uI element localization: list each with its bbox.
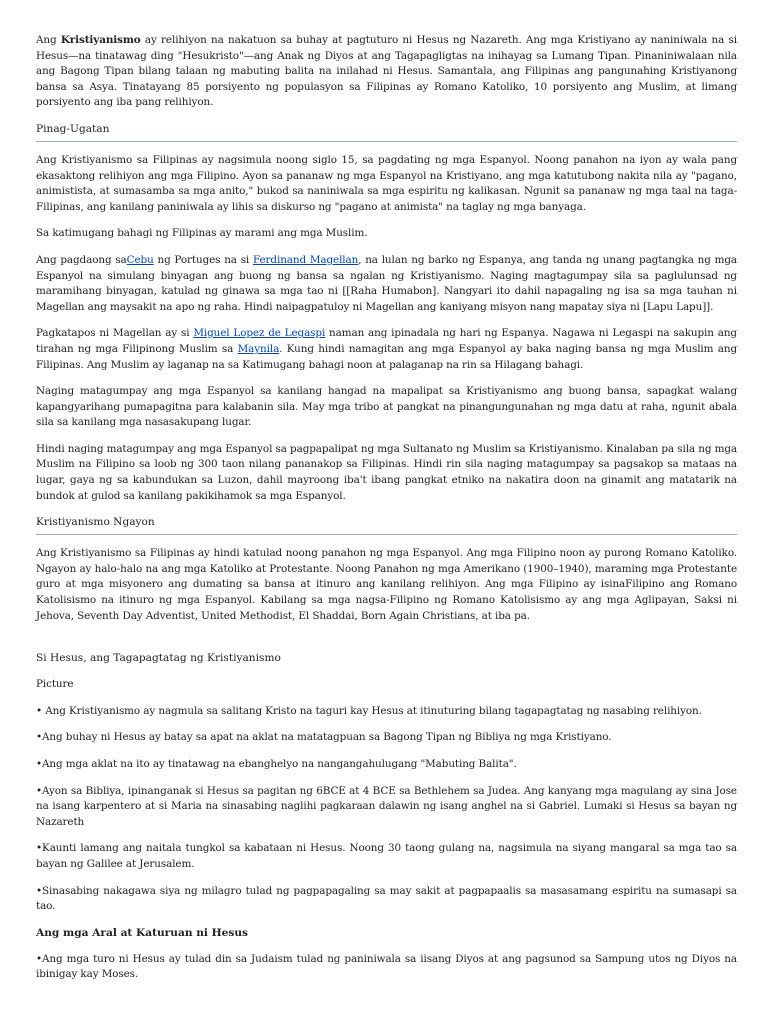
text-span: ng Portuges na si: [153, 253, 253, 266]
paragraph: [36, 326, 737, 373]
intro-term: Kristiyanismo: [60, 34, 141, 46]
ferdinand-magellan-link[interactable]: Ferdinand Magellan: [252, 253, 359, 266]
section-heading-kristiyanismo-ngayon: Kristiyanismo Ngayon: [36, 515, 737, 535]
text-span: Pagkatapos ni Magellan ay si: [36, 327, 194, 340]
cebu-link[interactable]: Cebu: [126, 253, 154, 266]
text-span: Ang pagdaong sa: [36, 253, 127, 266]
section-heading-si-hesus: Si Hesus, ang Tagapagtatag ng Kristiyanismo: [36, 652, 281, 665]
paragraph: Hindi naging matagumpay ang mga Espanyol sa pagpapalipat ng mga Sultanato ng Muslim sa Kristiyanismo. Kinalaban pa sila ng mga Muslim na Filipino sa loob ng 300 taon nilang pananakop sa Filipinas. Hindi rin sila naging matagumpay sa pagsakop sa mataas na lugar, gaya ng sa kabundukan sa Luzon, dahil mayroong iba't ibang pangkat etniko na nakatira doon na ginamit ang matatarik na bundok at gulod sa kanilang pakikihamok sa mga Espanyol.: [36, 442, 737, 502]
maynila-link[interactable]: Maynila: [237, 342, 280, 355]
bullet-item: •Ang mga turo ni Hesus ay tulad din sa Judaism tulad ng paniniwala sa iisang Diyos at ang pagsunod sa Sampung utos ng Diyos na ibinigay kay Moses.: [36, 952, 737, 981]
intro-paragraph: [36, 33, 737, 111]
paragraph: Ang Kristiyanismo sa Filipinas ay hindi katulad noong panahon ng mga Espanyol. Ang mga Filipino noon ay purong Romano Katoliko. Ngayon ay halo-halo na ang mga Katoliko at Protestante. Noong Panahon ng mga Amerikano (1900–1940), maraming mga Protestante guro at mga misyonero ang dumating sa bansa at itinuro ang kanilang relihiyon. Ang mga Filipino ay isinaFilipino ang Romano Katolisismo na itinuro ng mga Espanyol. Kabilang sa mga nagsa-Filipino ng Romano Katolisismo ay ang mga Aglipayan, Saksi ni Jehova, Seventh Day Adventist, United Methodist, El Shaddai, Born Again Christians, at iba pa.: [36, 547, 737, 622]
spacer: [36, 635, 737, 651]
bullet-item: •Sinasabing nakagawa siya ng milagro tulad ng pagpapagaling sa may sakit at pagpapaalis sa masasamang espiritu na sumasapi sa tao.: [36, 884, 737, 913]
bullet-item: •Ayon sa Bibliya, ipinanganak si Hesus sa pagitan ng 6BCE at 4 BCE sa Bethlehem sa Judea. Ang kanyang mga magulang ay sina Jose na isang karpentero at si Maria na sinasabing naglihi pagkaraan dalawin ng isang anghel na si Gabriel. Lumaki si Hesus sa bayan ng Nazareth: [36, 784, 737, 828]
text-span: . Kung hindi namagitan ang mga Espanyol ay baka naging bansa ng mga Muslim ang Filipinas. Ang Muslim ay laganap na sa Katimugang bahagi noon at palaganap na rin sa Hilagang bahagi.: [36, 342, 737, 371]
bullet-item: •Ang mga aklat na ito ay tinatawag na ebanghelyo na nangangahulugang "Mabuting Balita".: [36, 758, 517, 770]
text-span: , na lulan ng barko ng Espanya, ang tanda ng unang pagtangka ng mga Espanyol na simulang binyagan ang buong ng bansa sa ngalan ng Kristiyanismo. Naging magtagumpay sila sa paglulunsad ng maramihang binyagan, katulad ng ginawa sa mga tao ni [[Raha Humabon]. Nangyari ito dahil napagaling ng isa sa mga tauhan ni Magellan ang maysakit na apo ng raha. Hindi naipagpatuloy ni Magellan ang kaniyang misyon nang mapatay siya ni [Lapu Lapu]].: [36, 253, 737, 313]
intro-text-rest: ay relihiyon na nakatuon sa buhay at pagtuturo ni Hesus ng Nazareth. Ang mga Kristiyano ay naniniwala na si Hesus—na tinatawag ding "Hesukristo"—ang Anak ng Diyos at ang Tagapagligtas na inihayag sa Lumang Tipan. Pinaniniwalaan nila ang Bagong Tipan bilang talaan ng mabuting balita na inilahad ni Hesus. Samantala, ang Filipinas ang pangunahing Kristiyanong bansa sa Asya. Tinatayang 85 porsiyento ng populasyon sa Filipinas ay Romano Katoliko, 10 porsiyento ang Muslim, at limang porsiyento ang iba pang relihiyon.: [36, 34, 737, 109]
bullet-item: •Kaunti lamang ang naitala tungkol sa kabataan ni Hesus. Noong 30 taong gulang na, nagsimula na siyang mangaral sa mga tao sa bayan ng Galilee at Jerusalem.: [36, 842, 737, 870]
picture-label: Picture: [36, 678, 74, 691]
paragraph: [36, 253, 737, 315]
section-heading-pinag-ugatan: Pinag-Ugatan: [36, 122, 737, 142]
miguel-lopez-de-legaspi-link[interactable]: Miguel Lopez de Legaspi: [193, 327, 326, 340]
text-span: naman ang ipinadala ng hari ng Espanya. Nagawa ni Legaspi na sakupin ang tirahan ng mga Filipinong Muslim sa: [36, 327, 737, 355]
bullet-item: • Ang Kristiyanismo ay nagmula sa salitang Kristo na taguri kay Hesus at itinuturing bilang tagapagtatag ng nasabing relihiyon.: [36, 704, 702, 717]
paragraph: Sa katimugang bahagi ng Filipinas ay marami ang mga Muslim.: [36, 227, 368, 240]
section-heading-aral-at-katuruan: Ang mga Aral at Katuruan ni Hesus: [36, 926, 249, 939]
intro-text-start: Ang: [36, 34, 61, 46]
paragraph: Naging matagumpay ang mga Espanyol sa kanilang hangad na mapalipat sa Kristiyanismo ang buong bansa, sapagkat walang kapangyarihang pumapagitna para kalabanin sila. May mga tribo at pangkat na pinangungunahan ng mga datu at raha, ngunit abala sila sa kanilang mga nasasakupang lugar.: [36, 385, 737, 429]
paragraph: Ang Kristiyanismo sa Filipinas ay nagsimula noong siglo 15, sa pagdating ng mga Espanyol. Noong panahon na iyon ay wala pang ekasaktong relihiyon ang mga Filipino. Ayon sa pananaw ng mga Espanyol na Kristiyano, ang mga katutubong nakita nila ay "pagano, animistista, at sumasamba sa mga anito," bukod sa naniniwala sa mga espiritu ng kalikasan. Ngunit sa pananaw ng mga taal na taga-Filipinas, ang kanilang paniniwala ay lihis sa diskurso ng "pagano at animista" na taglay ng mga banyaga.: [36, 153, 737, 213]
bullet-item: •Ang buhay ni Hesus ay batay sa apat na aklat na matatagpuan sa Bagong Tipan ng Bibliya ng mga Kristiyano.: [36, 731, 612, 744]
